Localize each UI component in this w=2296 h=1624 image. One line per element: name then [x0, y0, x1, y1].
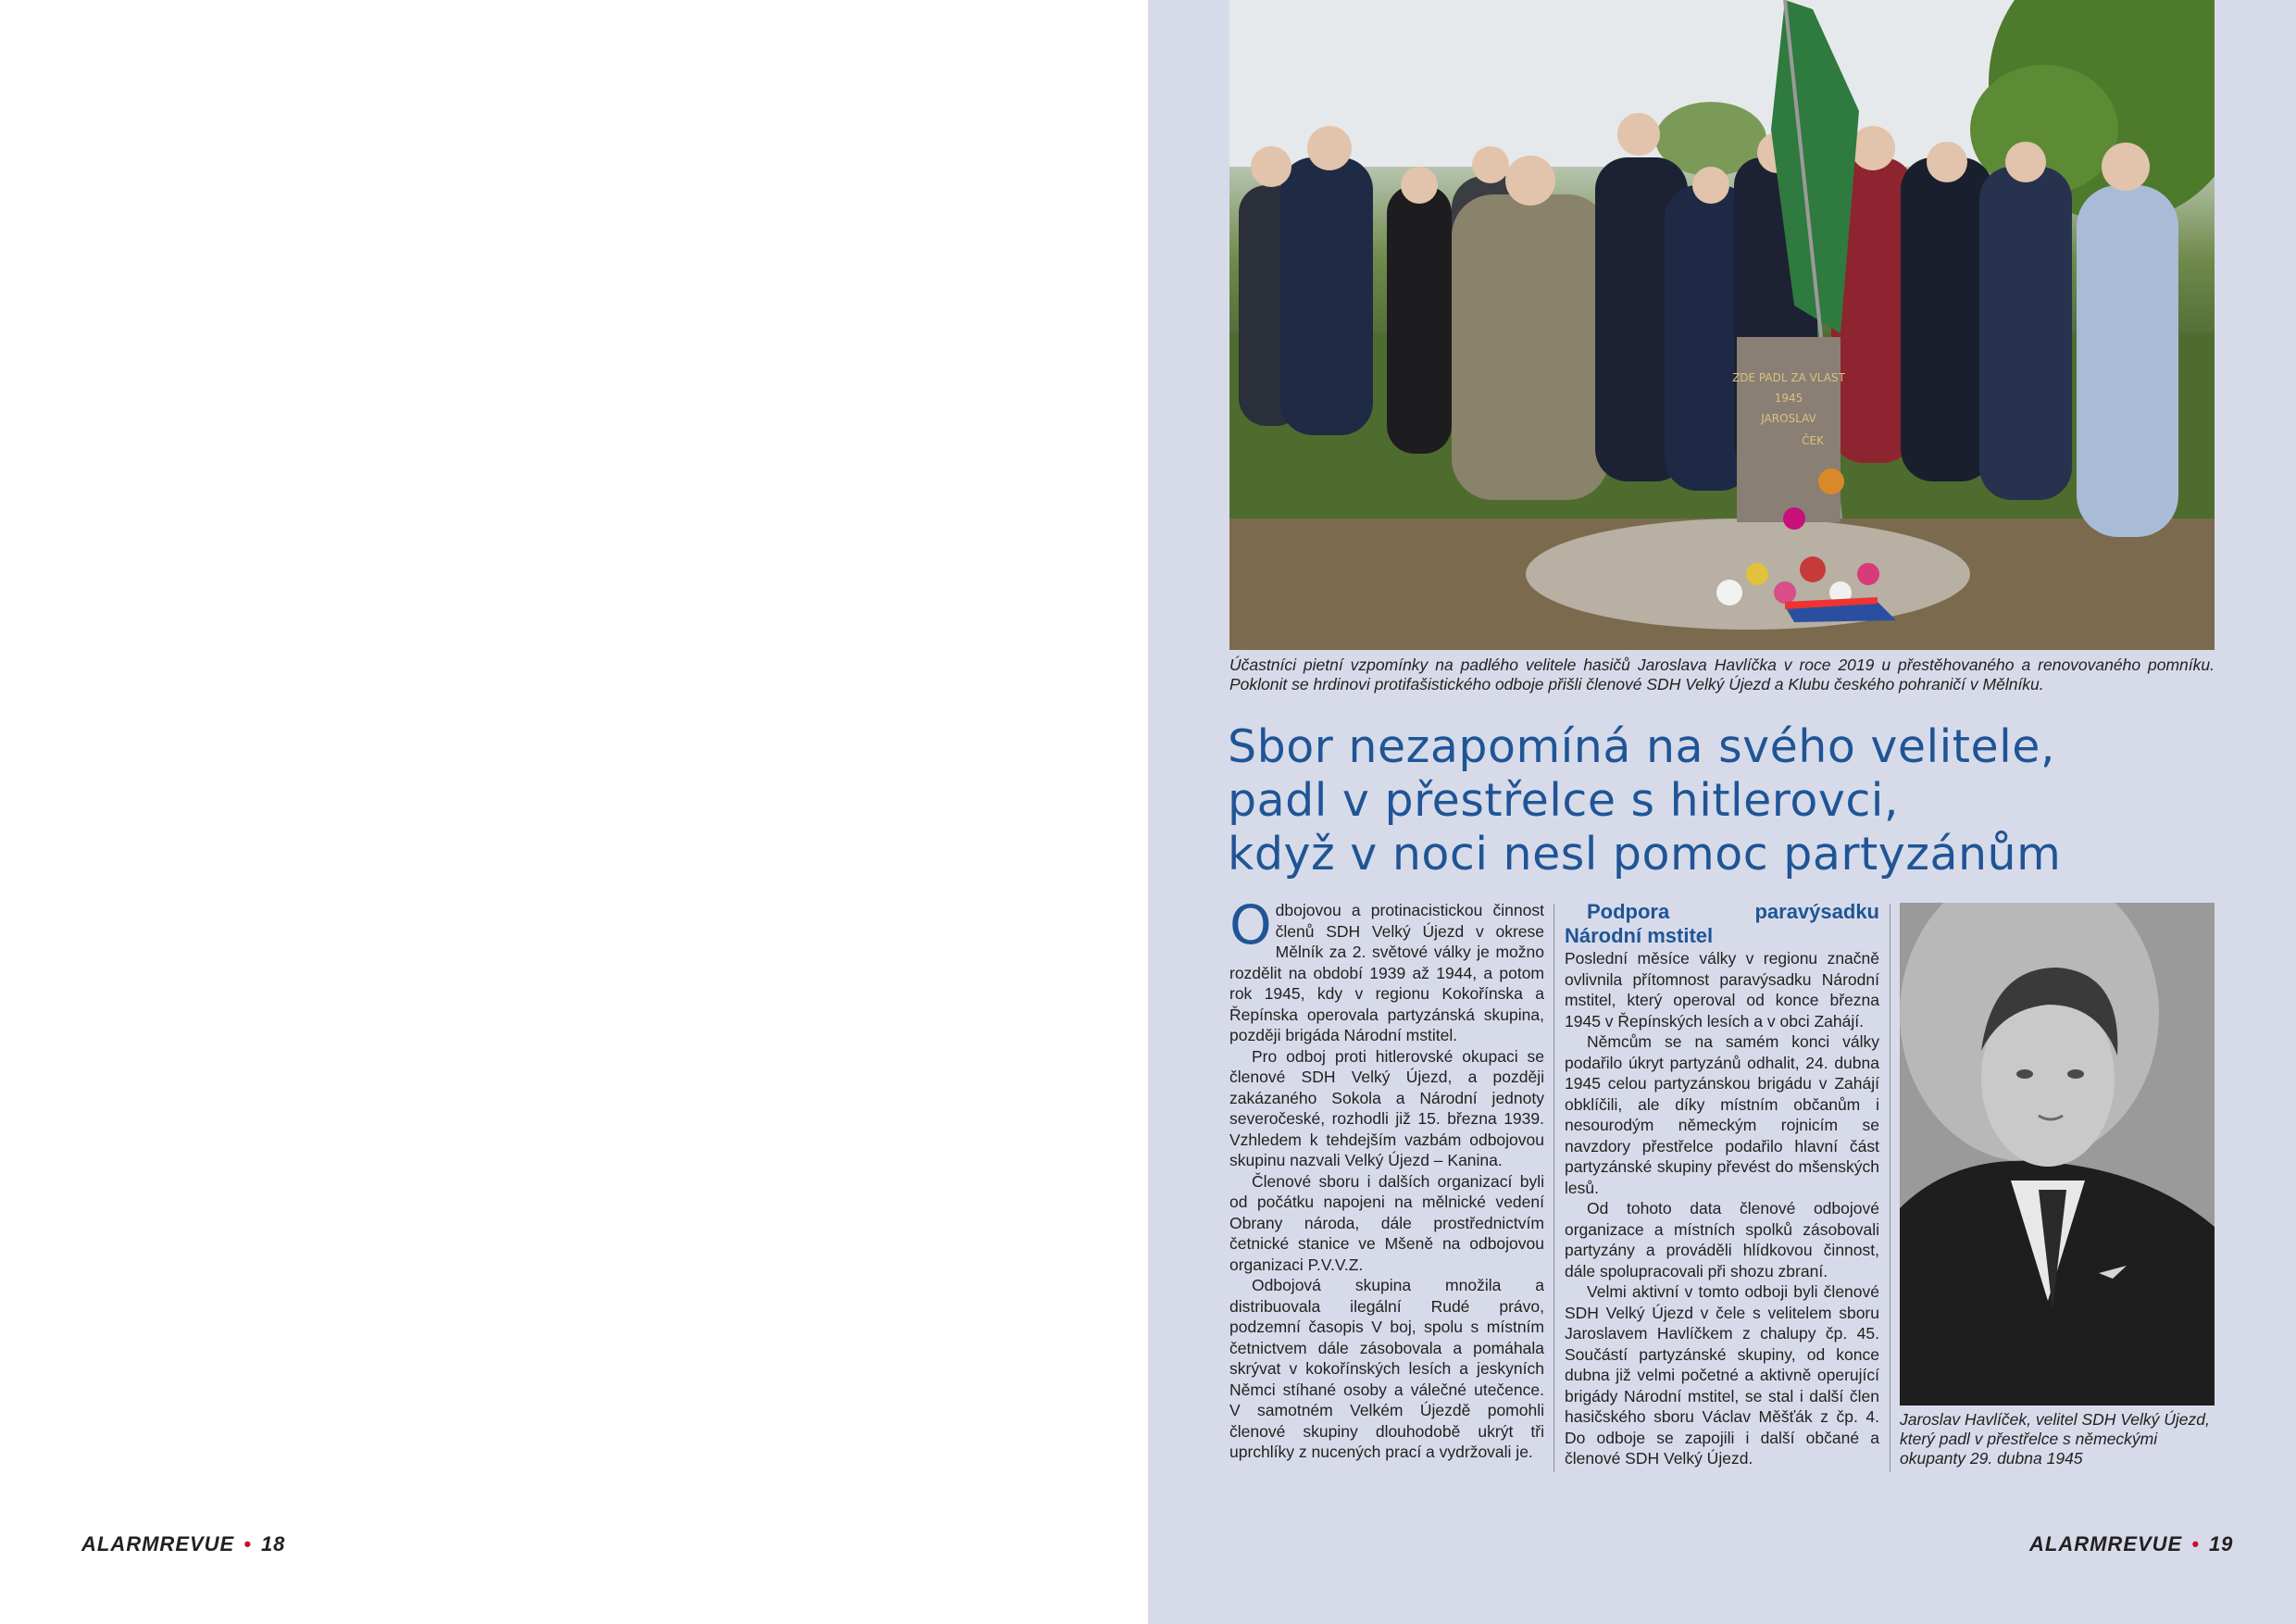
- monument-line-1: ZDE PADL ZA VLAST: [1732, 371, 1845, 384]
- paragraph: Od tohoto data členové odbojové organizace a místních spolků zásobovali partyzány a prováděli hlídkovou činnost, dále spolupracovali při shozu zbraní.: [1565, 1199, 1879, 1280]
- headline-line-3: když v noci nesl pomoc partyzánům: [1228, 828, 2062, 881]
- monument-line-2: 1945: [1774, 392, 1803, 405]
- paragraph: Němcům se na samém konci války podařilo úkryt partyzánů odhalit, 24. dubna 1945 celou partyzánskou brigádu v Zahájí obklíčili, ale díky místním občanům i nesourodým německým rojnicím se navzdory přestřelce podařilo hlavní část partyzánské skupiny převést do mšenských lesů.: [1565, 1032, 1879, 1197]
- footer-bullet-right: •: [2191, 1532, 2200, 1555]
- article-column-1: [1229, 893, 1544, 1463]
- portrait-illustration: [1900, 903, 2215, 1405]
- paragraph: Velmi aktivní v tomto odboji byli členové SDH Velký Újezd v čele s velitelem sboru Jaroslavem Havlíčkem z chalupy čp. 45. Součástí partyzánské skupiny, od konce dubna již velmi početné a aktivně operující brigády Národní mstitel, se stal i další člen hasičského sboru Václav Měšťák z čp. 4. Do odboje se zapojili i další občané a členové SDH Velký Újezd.: [1565, 1282, 1879, 1468]
- monument-line-4: ČEK: [1802, 434, 1824, 447]
- footer-bullet-left: •: [243, 1532, 252, 1555]
- paragraph-intro-text: dbojovou a protinacistickou činnost členů SDH Velký Újezd v okrese Mělník za 2. světové války je možno rozdělit na období 1939 až 1944, a potom rok 1945, kdy v regionu Kokořínska a Řepínska operovala partyzánská skupina, později brigáda Národní mstitel.: [1229, 901, 1544, 1044]
- page-number-right: 19: [2208, 1532, 2234, 1555]
- footer-brand-left: ALARMREVUE: [81, 1532, 235, 1555]
- article-column-2: [1565, 900, 1879, 1469]
- section-subhead: Podpora paravýsadku Národní mstitel: [1565, 900, 1879, 947]
- headline-line-2: padl v přestřelce s hitlerovci,: [1228, 774, 1899, 827]
- memorial-photo: [1229, 0, 2215, 650]
- footer-right: [2029, 1532, 2233, 1556]
- monument-line-3: JAROSLAV: [1761, 412, 1816, 425]
- portrait-photo: [1900, 903, 2215, 1405]
- paragraph: Odbojová skupina množila a distribuovala ilegální Rudé právo, podzemní časopis V boj, spolu s místním četnictvem dále zásobovala a pomáhala skrývat v kokořínských lesích a jeskyních Němci stíhané osoby a válečné utečence. V samotném Velkém Újezdě pomohli členové skupiny dlouhodobě ukrýt tři uprchlíky z nucených prací a vydržovali je.: [1229, 1276, 1544, 1461]
- footer-left: [81, 1532, 285, 1556]
- footer-brand-right: ALARMREVUE: [2029, 1532, 2183, 1555]
- paragraph: Poslední měsíce války v regionu značně ovlivnila přítomnost paravýsadku Národní mstitel, který operoval od konce března 1945 v Řepínských lesích a v obci Zahájí.: [1565, 949, 1879, 1031]
- paragraph: Členové sboru i dalších organizací byli od počátku napojeni na mělnické vedení Obrany národa, dále prostřednictvím četnické stanice ve Mšeně na odbojovou organizaci P.V.V.Z.: [1229, 1171, 1544, 1274]
- photo-caption: Účastníci pietní vzpomínky na padlého velitele hasičů Jaroslava Havlíčka v roce 2019 u přestěhovaného a renovovaného pomníku. Poklonit se hrdinovi protifašistického odboje přišli členové SDH Velký Újezd a Klubu českého pohraničí v Mělníku.: [1229, 656, 2215, 693]
- paragraph: Pro odboj proti hitlerovské okupaci se členové SDH Velký Újezd, a později zakázaného Sokola a Národní jednoty severočeské, rozhodli již 15. března 1939. Vzhledem k tehdejším vazbám odbojovou skupinu nazvali Velký Újezd – Kanina.: [1229, 1046, 1544, 1169]
- portrait-caption: Jaroslav Havlíček, velitel SDH Velký Újezd, který padl v přestřelce s německými okupanty 29. dubna 1945: [1900, 1410, 2210, 1468]
- paragraph-intro: [1229, 893, 1544, 1046]
- memorial-photo-illustration: [1229, 0, 2215, 650]
- dropcap: O: [1229, 893, 1272, 956]
- headline-line-1: Sbor nezapomíná na svého velitele,: [1228, 720, 2055, 773]
- article-headline: [1228, 720, 2227, 881]
- page-number-left: 18: [260, 1532, 286, 1555]
